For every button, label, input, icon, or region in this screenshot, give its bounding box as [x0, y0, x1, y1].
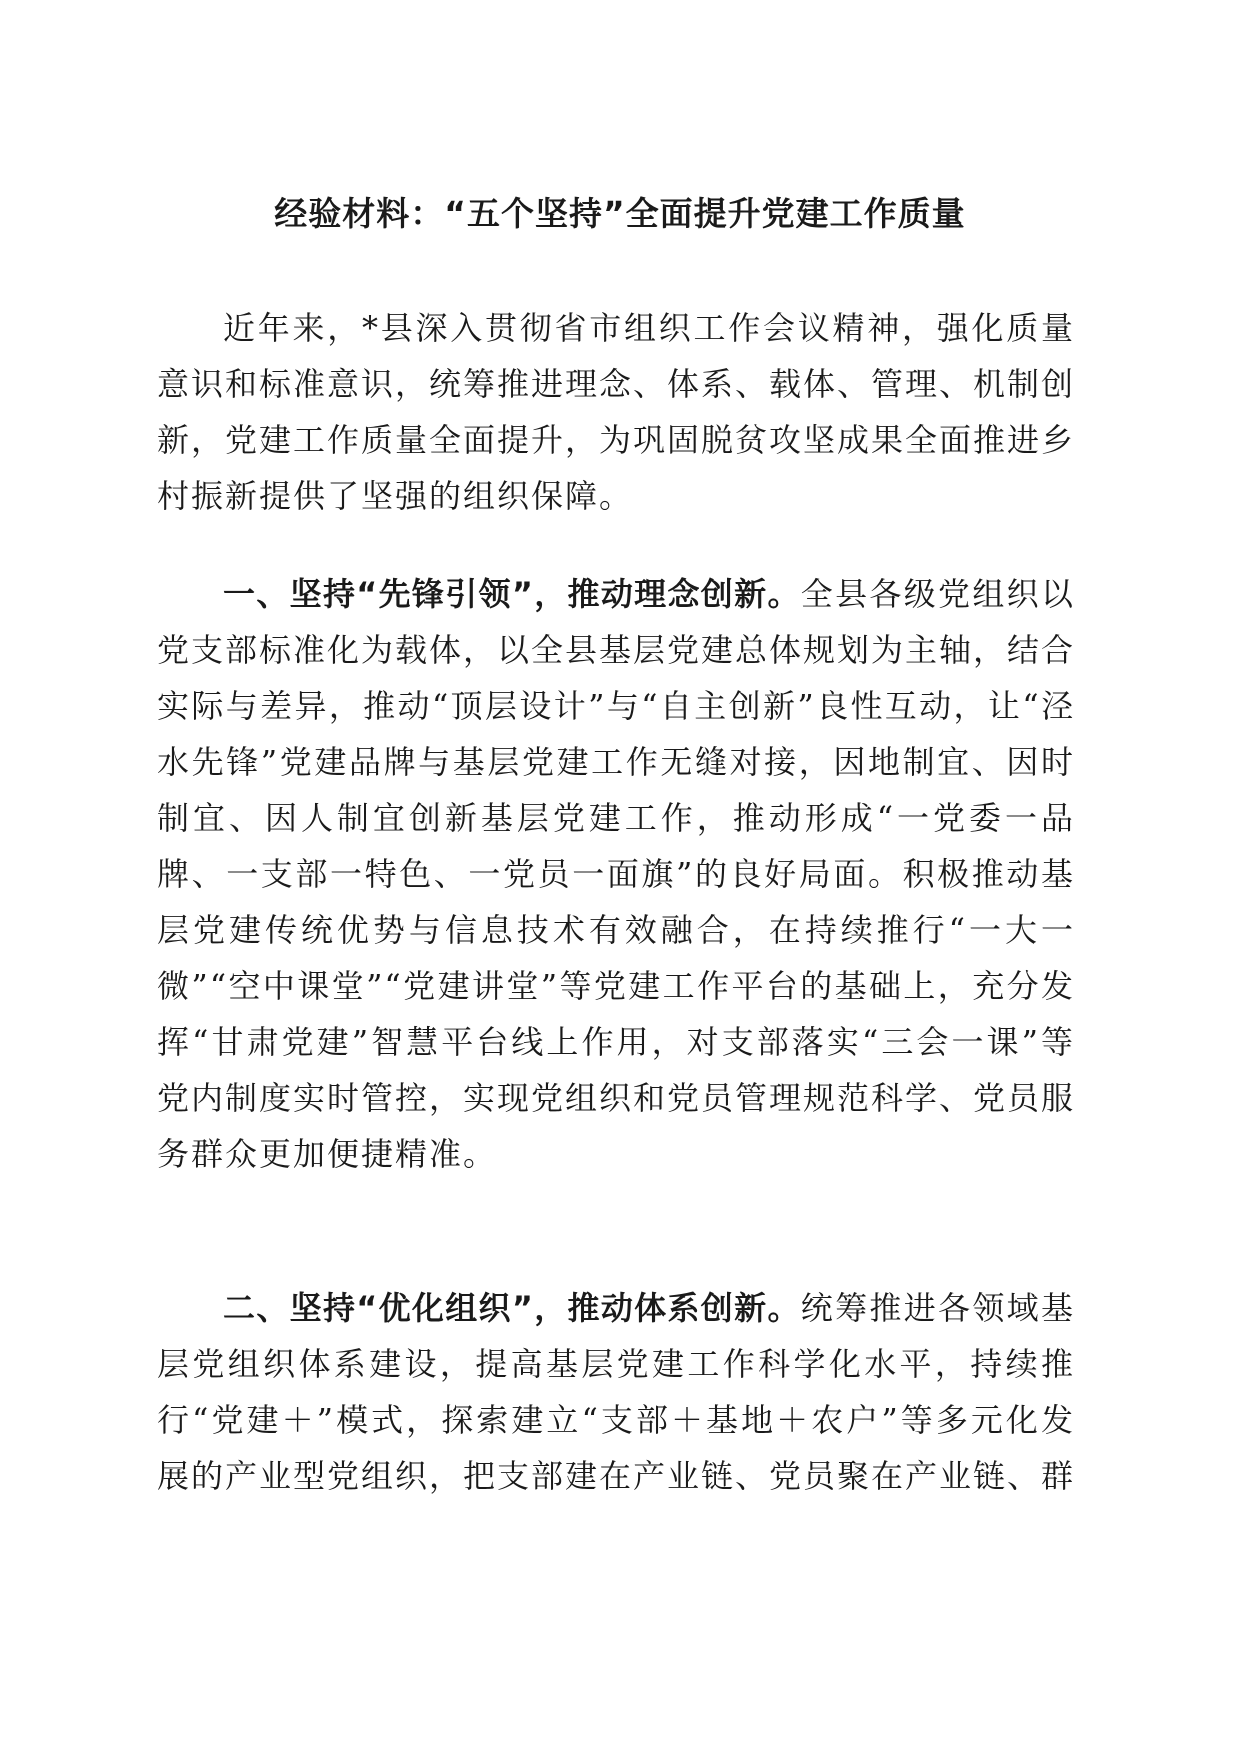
section-two-text: 统筹推进各领域基层党组织体系建设，提高基层党建工作科学化水平，持续推行“党建＋”模式，探索建立“支部＋基地＋农户”等多元化发展的产业型党组织，把支部建在产业链、党员聚在产业链、群: [157, 1289, 1076, 1495]
paragraph-intro-text: 近年来，*县深入贯彻省市组织工作会议精神，强化质量意识和标准意识，统筹推进理念、体系、载体、管理、机制创新，党建工作质量全面提升，为巩固脱贫攻坚成果全面推进乡村振新提供了坚强的组织保障。: [157, 309, 1076, 515]
section-one-heading: 一、坚持“先锋引领”，推动理念创新。: [223, 575, 801, 613]
paragraph-intro: [157, 300, 1075, 524]
paragraph-section-two: [157, 1280, 1075, 1504]
paragraph-section-one: [157, 566, 1075, 1182]
section-two-heading: 二、坚持“优化组织”，推动体系创新。: [223, 1289, 801, 1327]
document-title: 经验材料：“五个坚持”全面提升党建工作质量: [274, 194, 966, 233]
section-one-text: 全县各级党组织以党支部标准化为载体，以全县基层党建总体规划为主轴，结合实际与差异，推动“顶层设计”与“自主创新”良性互动，让“泾水先锋”党建品牌与基层党建工作无缝对接，因地制宜、因时制宜、因人制宜创新基层党建工作，推动形成“一党委一品牌、一支部一特色、一党员一面旗”的良好局面。积极推动基层党建传统优势与信息技术有效融合，在持续推行“一大一微”“空中课堂”“党建讲堂”等党建工作平台的基础上，充分发挥“甘肃党建”智慧平台线上作用，对支部落实“三会一课”等党内制度实时管控，实现党组织和党员管理规范科学、党员服务群众更加便捷精准。: [157, 575, 1076, 1173]
